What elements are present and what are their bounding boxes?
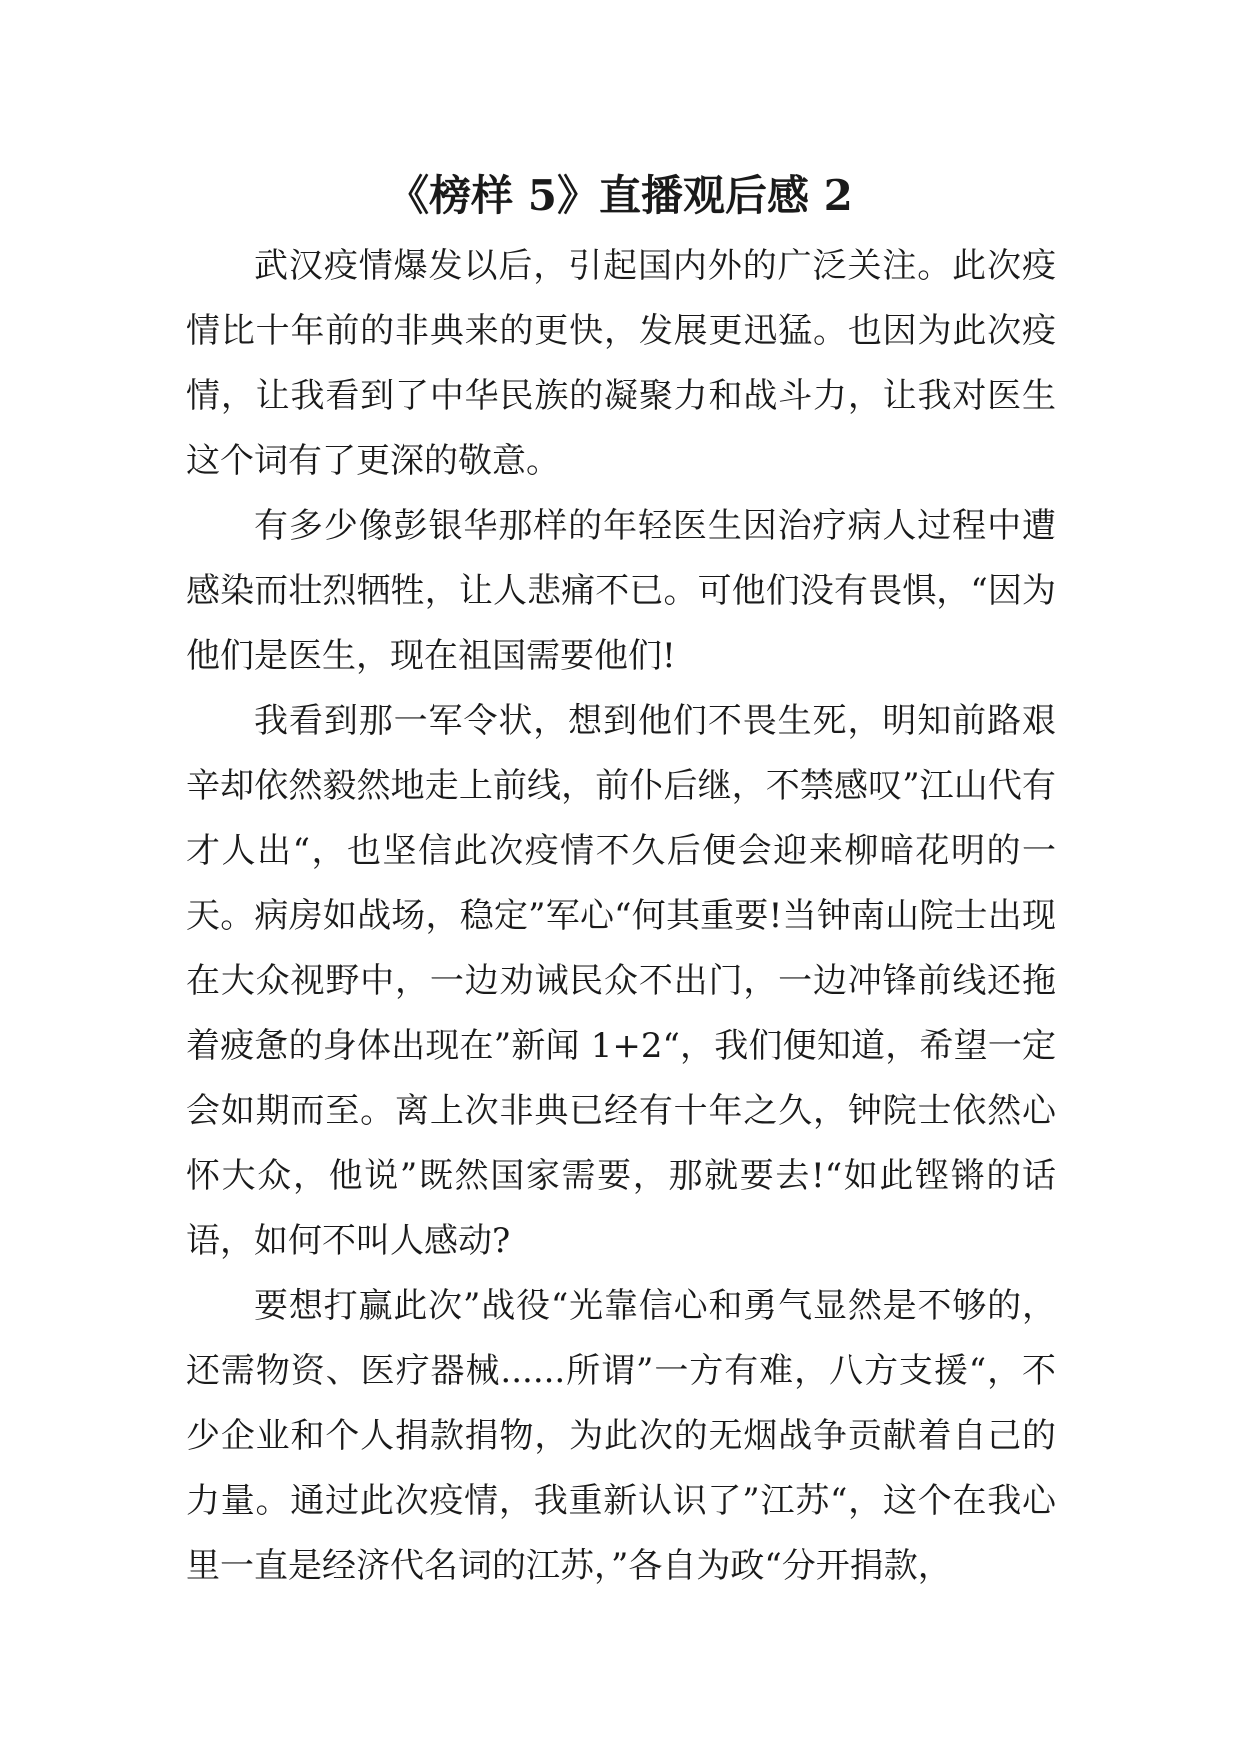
document-title: 《榜样 5》直播观后感 2 [387,171,853,220]
paragraph-1: 武汉疫情爆发以后，引起国内外的广泛关注。此次疫情比十年前的非典来的更快，发展更迅猛。也因为此次疫情，让我看到了中华民族的凝聚力和战斗力，让我对医生这个词有了更深的敬意。 [186,246,1056,481]
paragraph-3: 我看到那一军令状，想到他们不畏生死，明知前路艰辛却依然毅然地走上前线，前仆后继，不禁感叹”江山代有才人出“，也坚信此次疫情不久后便会迎来柳暗花明的一天。病房如战场，稳定”军心“何其重要!当钟南山院士出现在大众视野中，一边劝诫民众不出门，一边冲锋前线还拖着疲惫的身体出现在”新闻 1+2“，我们便知道，希望一定会如期而至。离上次非典已经有十年之久，钟院士依然心怀大众，他说”既然国家需要，那就要去!“如此铿锵的话语，如何不叫人感动? [186,701,1056,1261]
paragraph-2: 有多少像彭银华那样的年轻医生因治疗病人过程中遭感染而壮烈牺牲，让人悲痛不已。可他们没有畏惧，“因为他们是医生，现在祖国需要他们! [186,506,1056,676]
paragraph-4: 要想打赢此次”战役“光靠信心和勇气显然是不够的，还需物资、医疗器械......所谓”一方有难，八方支援“，不少企业和个人捐款捐物，为此次的无烟战争贡献着自己的力量。通过此次疫情，我重新认识了”江苏“，这个在我心里一直是经济代名词的江苏，”各自为政“分开捐款， [186,1286,1056,1586]
document-body [186,234,1056,1599]
